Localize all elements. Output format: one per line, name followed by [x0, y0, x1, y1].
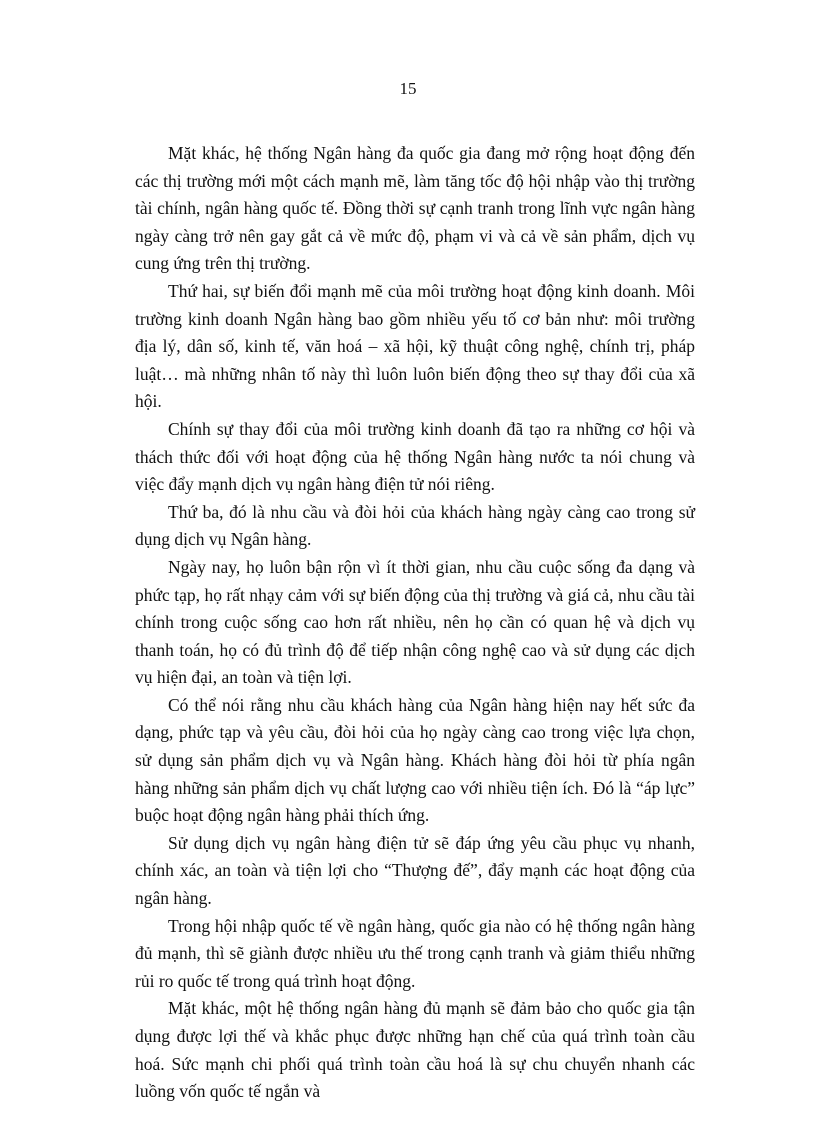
body-text [135, 140, 695, 1106]
paragraph-4: Thứ ba, đó là nhu cầu và đòi hỏi của khách hàng ngày càng cao trong sử dụng dịch vụ Ngân hàng. [135, 501, 695, 550]
page-number: 15 [399, 79, 417, 98]
paragraph-5: Ngày nay, họ luôn bận rộn vì ít thời gian, nhu cầu cuộc sống đa dạng và phức tạp, họ rất nhạy cảm với sự biến động của thị trường và giá cả, nhu cầu tài chính trong cuộc sống cao hơn rất nhiều, nên họ cần có quan hệ và dịch vụ thanh toán, họ có đủ trình độ để tiếp nhận công nghệ cao và sử dụng các dịch vụ hiện đại, an toàn và tiện lợi. [135, 556, 695, 688]
paragraph-8: Trong hội nhập quốc tế về ngân hàng, quốc gia nào có hệ thống ngân hàng đủ mạnh, thì sẽ giành được nhiều ưu thế trong cạnh tranh và giảm thiểu những rủi ro quốc tế trong quá trình hoạt động. [135, 915, 695, 991]
paragraph-9: Mặt khác, một hệ thống ngân hàng đủ mạnh sẽ đảm bảo cho quốc gia tận dụng được lợi thế và khắc phục được những hạn chế của quá trình toàn cầu hoá. Sức mạnh chi phối quá trình toàn cầu hoá là sự chu chuyển nhanh các luồng vốn quốc tế ngắn và [135, 998, 695, 1102]
paragraph-1: Mặt khác, hệ thống Ngân hàng đa quốc gia đang mở rộng hoạt động đến các thị trường mới một cách mạnh mẽ, làm tăng tốc độ hội nhập vào thị trường tài chính, ngân hàng quốc tế. Đồng thời sự cạnh tranh trong lĩnh vực ngân hàng ngày càng trở nên gay gắt cả về mức độ, phạm vi và cả về sản phẩm, dịch vụ cung ứng trên thị trường. [135, 143, 695, 274]
paragraph-3: Chính sự thay đổi của môi trường kinh doanh đã tạo ra những cơ hội và thách thức đối với hoạt động của hệ thống Ngân hàng nước ta nói chung và việc đẩy mạnh dịch vụ ngân hàng điện tử nói riêng. [135, 418, 695, 495]
paragraph-6: Có thể nói rằng nhu cầu khách hàng của Ngân hàng hiện nay hết sức đa dạng, phức tạp và yêu cầu, đòi hỏi của họ ngày càng cao trong việc lựa chọn, sử dụng sản phẩm dịch vụ và Ngân hàng. Khách hàng đòi hỏi từ phía ngân hàng những sản phẩm dịch vụ chất lượng cao với nhiều tiện ích. Đó là “áp lực” buộc hoạt động ngân hàng phải thích ứng. [135, 694, 695, 826]
paragraph-7: Sử dụng dịch vụ ngân hàng điện tử sẽ đáp ứng yêu cầu phục vụ nhanh, chính xác, an toàn và tiện lợi cho “Thượng đế”, đẩy mạnh các hoạt động của ngân hàng. [135, 832, 695, 909]
paragraph-2: Thứ hai, sự biến đổi mạnh mẽ của môi trường hoạt động kinh doanh. Môi trường kinh doanh Ngân hàng bao gồm nhiều yếu tố cơ bản như: môi trường địa lý, dân số, kinh tế, văn hoá – xã hội, kỹ thuật công nghệ, chính trị, pháp luật… mà những nhân tố này thì luôn luôn biến động theo sự thay đổi của xã hội. [135, 280, 695, 412]
